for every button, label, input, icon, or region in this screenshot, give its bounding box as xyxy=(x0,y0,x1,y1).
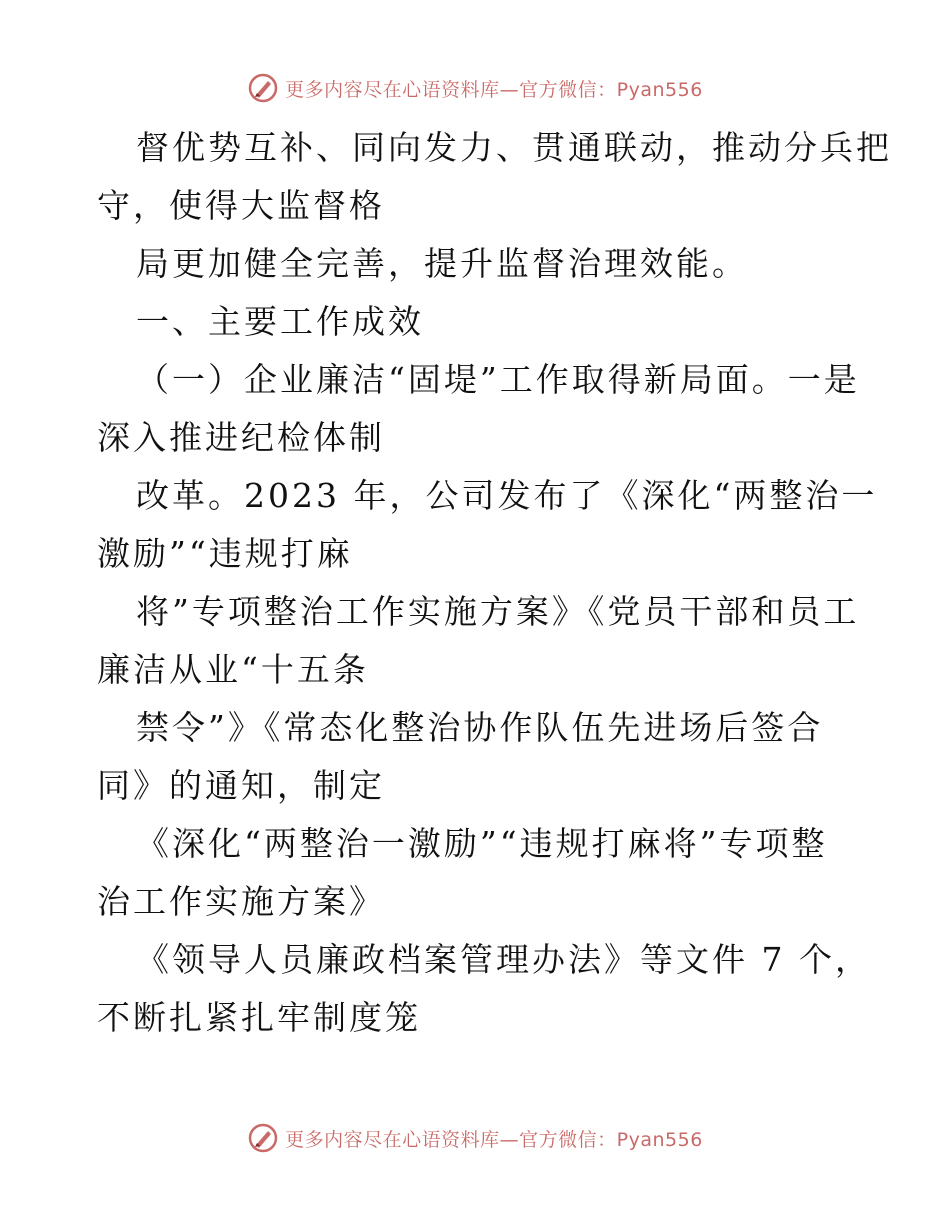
body-line: 《深化“两整治一激励”“违规打麻将”专项整 xyxy=(136,824,828,863)
section-heading: 一、主要工作成效 xyxy=(136,302,424,341)
header-watermark xyxy=(0,72,950,104)
body-line: 禁令”》《常态化整治协作队伍先进场后签合 xyxy=(136,708,824,747)
body-line: 改革。2023 年，公司发布了《深化“两整治一 xyxy=(136,476,878,515)
document-body xyxy=(97,128,892,1056)
body-line: 《领导人员廉政档案管理办法》等文件 7 个， xyxy=(136,940,871,979)
body-line: 局更加健全完善，提升监督治理效能。 xyxy=(136,244,748,283)
body-line: 治工作实施方案》 xyxy=(97,882,385,921)
body-line: （一）企业廉洁“固堤”工作取得新局面。一是 xyxy=(136,360,860,399)
body-line: 督优势互补、同向发力、贯通联动，推动分兵把 xyxy=(136,128,892,167)
body-line: 守，使得大监督格 xyxy=(97,186,385,225)
pen-logo-icon xyxy=(247,1122,279,1154)
body-line: 不断扎紧扎牢制度笼 xyxy=(97,998,421,1037)
watermark-text: 更多内容尽在心语资料库—官方微信：Pyan556 xyxy=(285,1128,703,1151)
body-line: 激励”“违规打麻 xyxy=(97,534,353,573)
footer-watermark xyxy=(0,1122,950,1154)
watermark-text: 更多内容尽在心语资料库—官方微信：Pyan556 xyxy=(285,78,703,101)
body-line: 将”专项整治工作实施方案》《党员干部和员工 xyxy=(136,592,860,631)
body-line: 廉洁从业“十五条 xyxy=(97,650,369,689)
pen-logo-icon xyxy=(247,72,279,104)
body-line: 深入推进纪检体制 xyxy=(97,418,385,457)
body-line: 同》的通知，制定 xyxy=(97,766,385,805)
